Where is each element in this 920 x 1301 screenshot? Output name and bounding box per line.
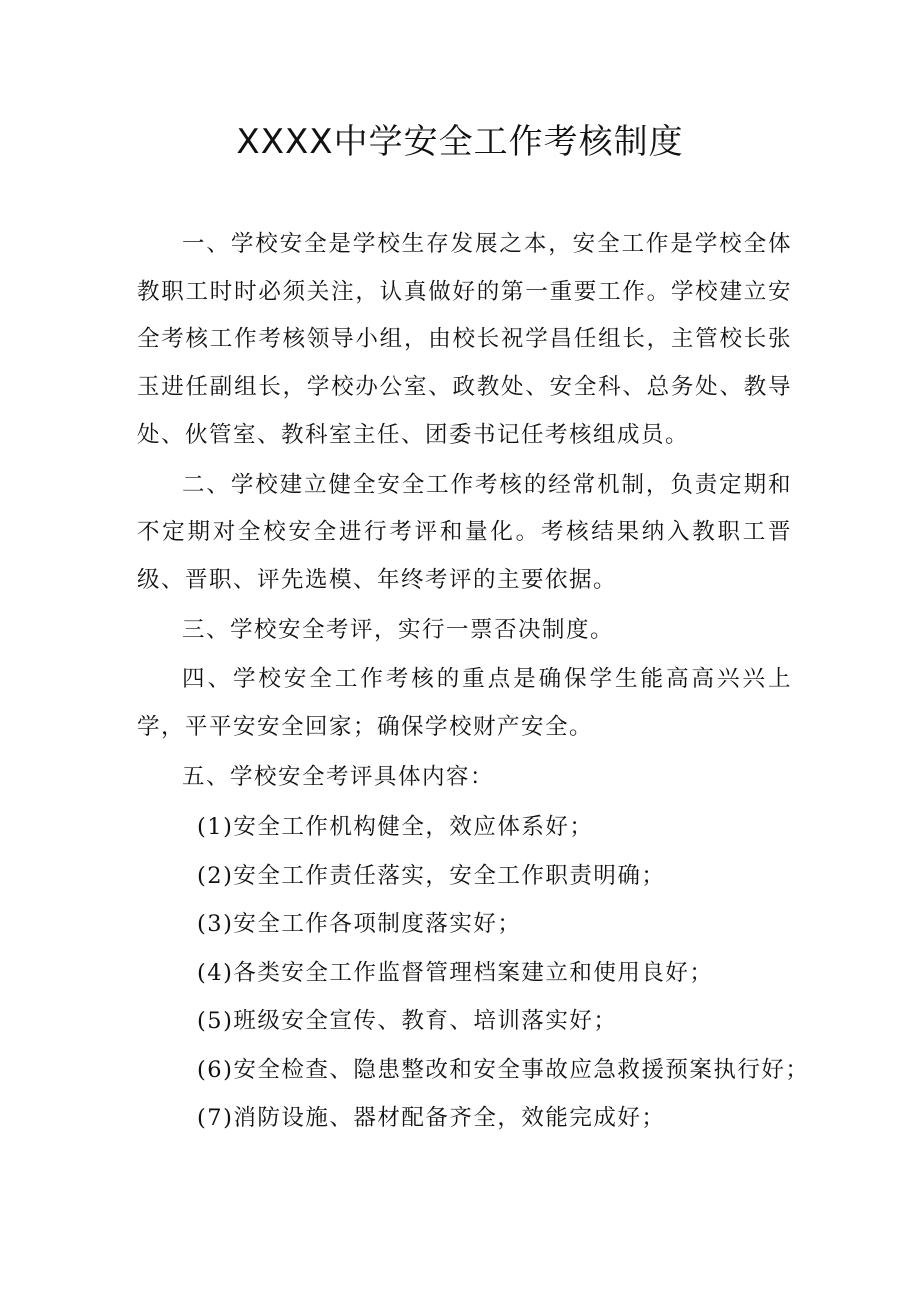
document-body: [137, 221, 810, 1143]
assessment-item-list: [137, 803, 810, 1143]
paragraph-5: 五、学校安全考评具体内容：: [182, 763, 495, 790]
list-item: (1)安全工作机构健全，效应体系好；: [197, 814, 594, 841]
paragraph-4: 四、学校安全工作考核的重点是确保学生能高高兴兴上学，平平安安全回家；确保学校财产安全。: [137, 666, 792, 741]
list-item: (2)安全工作责任落实，安全工作职责明确；: [197, 862, 666, 889]
document-title: XXXX中学安全工作考核制度: [236, 122, 684, 162]
paragraph-2: 二、学校建立健全安全工作考核的经常机制，负责定期和不定期对全校安全进行考评和量化。考核结果纳入教职工晋级、晋职、评先选模、年终考评的主要依据。: [137, 471, 792, 593]
list-item: (4)各类安全工作监督管理档案建立和使用良好；: [197, 959, 714, 986]
list-item: (6)安全检查、隐患整改和安全事故应急救援预案执行好；: [197, 1056, 810, 1083]
list-item: (3)安全工作各项制度落实好；: [197, 911, 522, 938]
list-item: (7)消防设施、器材配备齐全，效能完成好；: [197, 1105, 666, 1132]
list-item: (5)班级安全宣传、教育、培训落实好；: [197, 1008, 618, 1035]
paragraph-1: 一、学校安全是学校生存发展之本，安全工作是学校全体教职工时时必须关注，认真做好的第一重要工作。学校建立安全考核工作考核领导小组，由校长祝学昌任组长，主管校长张玉进任副组长，学校办公室、政教处、安全科、总务处、教导处、伙管室、教科室主任、团委书记任考核组成员。: [137, 231, 792, 448]
paragraph-3: 三、学校安全考评，实行一票否决制度。: [182, 616, 615, 643]
